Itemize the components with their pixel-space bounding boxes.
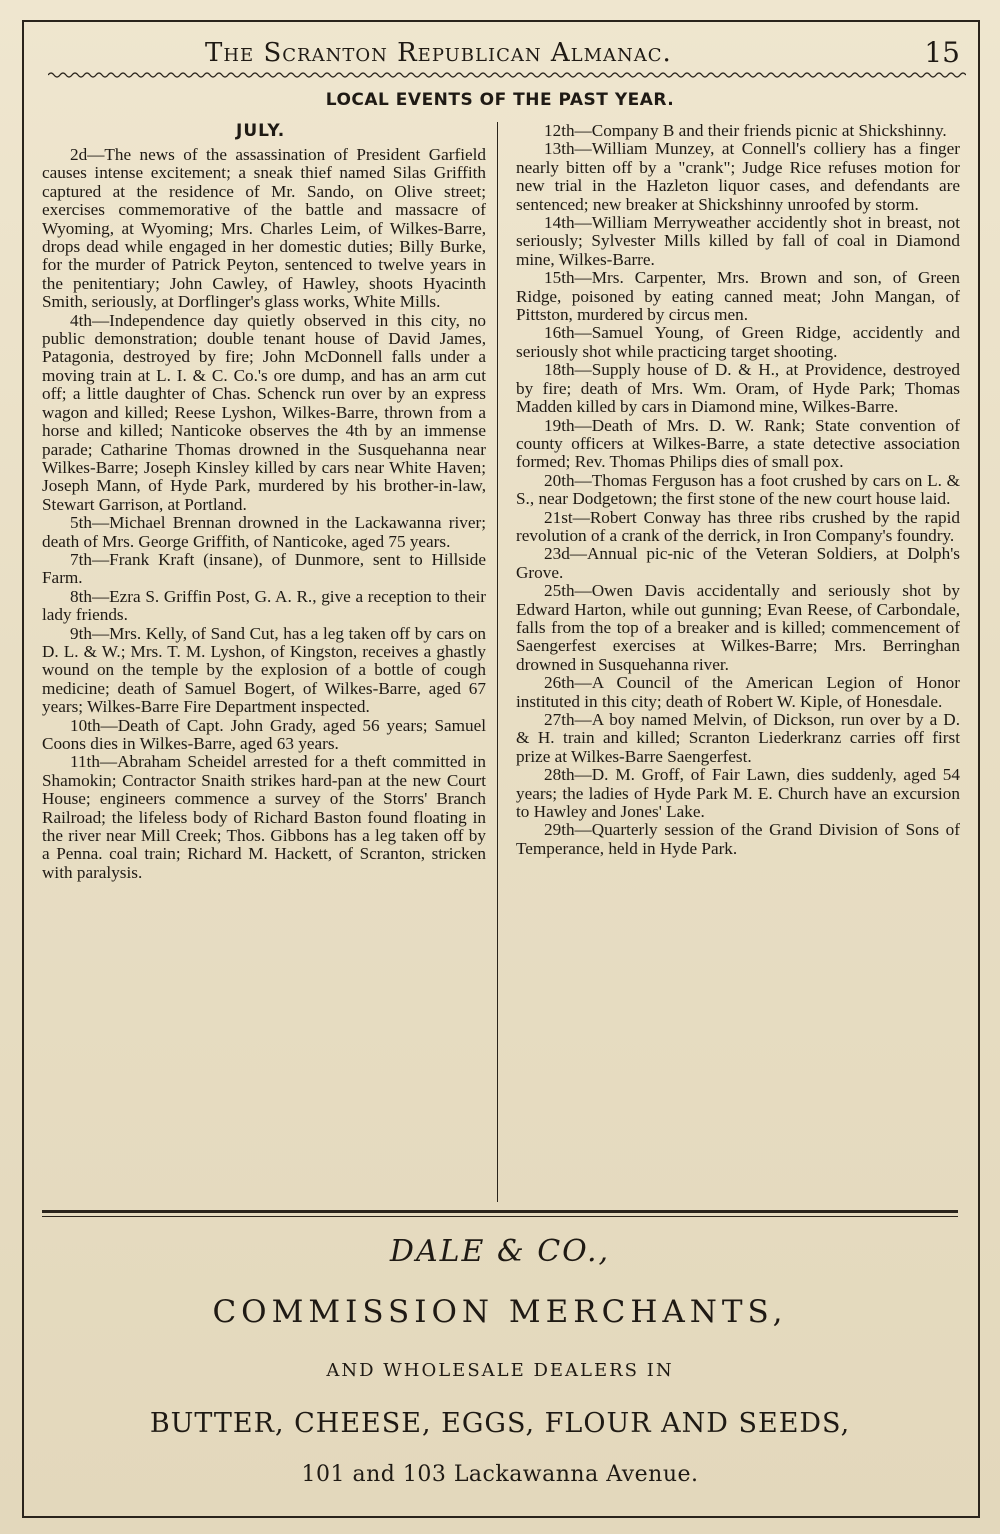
page-number: 15 xyxy=(924,36,960,69)
event-entry: 21st—Robert Conway has three ribs crushed by the rapid revolution of a crank of the derrick, in Iron Company's foundry. xyxy=(516,507,960,545)
advertisement-subheading: AND WHOLESALE DEALERS IN xyxy=(326,1360,674,1381)
event-entry: 8th—Ezra S. Griffin Post, G. A. R., give a reception to their lady friends. xyxy=(42,586,486,625)
event-entry: 4th—Independence day quietly observed in this city, no public demonstration; double tenant house of David James, Patagonia, destroyed by fire; John McDonnell falls under a moving train at L. I. & C. Co.'s ore dump, and has an arm cut off; a little daughter of Chas. Schenck run over by an express wagon and killed; Reese Lyshon, Wilkes-Barre, thrown from a horse and killed; Nanticoke observes the 4th by an immense parade; Catharine Thomas drowned in the Susquehanna near Wilkes-Barre; Joseph Kinsley killed by cars near White Haven; Joseph Mann, of Hyde Park, murdered by his brother-in-law, Stewart Garrison, at Portland. xyxy=(42,310,486,514)
advertisement-heading: COMMISSION MERCHANTS, xyxy=(212,1294,788,1330)
event-entry: 12th—Company B and their friends picnic at Shickshinny. xyxy=(544,121,947,140)
advertisement-address: 101 and 103 Lackawanna Avenue. xyxy=(301,1462,699,1487)
section-title: LOCAL EVENTS OF THE PAST YEAR. xyxy=(325,90,675,110)
event-entry: 26th—A Council of the American Legion of Honor instituted in this city; death of Robert W. Kiple, of Honesdale. xyxy=(516,673,960,711)
event-entry: 16th—Samuel Young, of Green Ridge, accidently and seriously shot while practicing target shooting. xyxy=(516,323,960,361)
running-title: The Scranton Republican Almanac. xyxy=(205,38,672,68)
event-entry: 28th—D. M. Groff, of Fair Lawn, dies suddenly, aged 54 years; the ladies of Hyde Park M. E. Church have an excursion to Hawley and Jones' Lake. xyxy=(516,765,960,822)
event-entry: 19th—Death of Mrs. D. W. Rank; State convention of county officers at Wilkes-Barre, a state detective association formed; Rev. Thomas Philips dies of small pox. xyxy=(516,415,960,472)
event-entry: 13th—William Munzey, at Connell's colliery has a finger nearly bitten off by a "crank"; Judge Rice refuses motion for new trial in the Hazleton liquor cases, and defendants are sentenced; new breaker at Shickshinny unroofed by storm. xyxy=(516,139,960,214)
column-divider xyxy=(497,122,498,1202)
event-entry: 2d—The news of the assassination of President Garfield causes intense excitement; a sneak thief named Silas Griffith captured at the residence of Mr. Sando, on Olive street; exercises commemorative of the battle and massacre of Wyoming, at Wyoming; Mrs. Charles Leim, of Wilkes-Barre, drops dead while engaged in her domestic duties; Billy Burke, for the murder of Patrick Peyton, sentenced to twelve years in the penitentiary; John Cawley, of Hawley, shoots Hyacinth Smith, seriously, at Dorflinger's glass works, White Mills. xyxy=(42,145,486,312)
event-entry: 27th—A boy named Melvin, of Dickson, run over by a D. & H. train and killed; Scranton Liederkranz carries off first prize at Wilkes-Barre Saengerfest. xyxy=(516,710,960,766)
event-entry: 5th—Michael Brennan drowned in the Lackawanna river; death of Mrs. George Griffith, of Nanticoke, aged 75 years. xyxy=(42,513,486,551)
event-entry: 11th—Abraham Scheidel arrested for a theft committed in Shamokin; Contractor Snaith strikes hard-pan at the new Court House; engineers commence a survey of the Storrs' Branch Railroad; the lifeless body of Richard Baston found floating in the river near Mill Creek; Thos. Gibbons has a leg taken off by a Penna. coal train; Richard M. Hackett, of Scranton, stricken with paralysis. xyxy=(42,752,486,882)
advertisement-goods: BUTTER, CHEESE, EGGS, FLOUR AND SEEDS, xyxy=(149,1408,851,1439)
event-entry: 14th—William Merryweather accidently shot in breast, not seriously; Sylvester Mills killed by fall of coal in Diamond mine, Wilkes-Barre. xyxy=(516,213,960,269)
month-heading: JULY. xyxy=(236,121,286,141)
event-entry: 23d—Annual pic-nic of the Veteran Soldiers, at Dolph's Grove. xyxy=(516,544,960,582)
advertisement-firm: DALE & CO., xyxy=(389,1234,611,1269)
right-column xyxy=(516,122,960,858)
event-entry: 25th—Owen Davis accidentally and seriously shot by Edward Harton, while out gunning; Evan Reese, of Carbondale, falls from the top of a breaker and is killed; commencement of Saengerfest exercises at Wilkes-Barre; Mrs. Berringhan drowned in Susquehanna river. xyxy=(516,581,960,674)
event-entry: 7th—Frank Kraft (insane), of Dunmore, sent to Hillside Farm. xyxy=(42,549,486,588)
advertisement-rule-thick xyxy=(42,1210,958,1213)
event-entry: 29th—Quarterly session of the Grand Division of Sons of Temperance, held in Hyde Park. xyxy=(516,820,960,858)
wavy-rule xyxy=(48,70,966,80)
event-entry: 10th—Death of Capt. John Grady, aged 56 years; Samuel Coons dies in Wilkes-Barre, aged 63 years. xyxy=(42,715,486,753)
event-entry: 9th—Mrs. Kelly, of Sand Cut, has a leg taken off by cars on D. L. & W.; Mrs. T. M. Lyshon, of Kingston, receives a ghastly wound on the temple by the explosion of a bottle of cough medicine; death of Samuel Bogert, of Wilkes-Barre, aged 67 years; Wilkes-Barre Fire Department inspected. xyxy=(42,623,486,717)
left-column xyxy=(42,146,486,882)
event-entry: 15th—Mrs. Carpenter, Mrs. Brown and son, of Green Ridge, poisoned by eating canned meat; John Mangan, of Pittston, murdered by circus men. xyxy=(516,268,960,325)
page-header xyxy=(30,32,970,72)
event-entry: 20th—Thomas Ferguson has a foot crushed by cars on L. & S., near Dodgetown; the first stone of the new court house laid. xyxy=(516,470,960,509)
advertisement-rule-thin xyxy=(42,1216,958,1217)
event-entry: 18th—Supply house of D. & H., at Providence, destroyed by fire; death of Mrs. Wm. Oram, of Hyde Park; Thomas Madden killed by cars in Diamond mine, Wilkes-Barre. xyxy=(516,360,960,417)
